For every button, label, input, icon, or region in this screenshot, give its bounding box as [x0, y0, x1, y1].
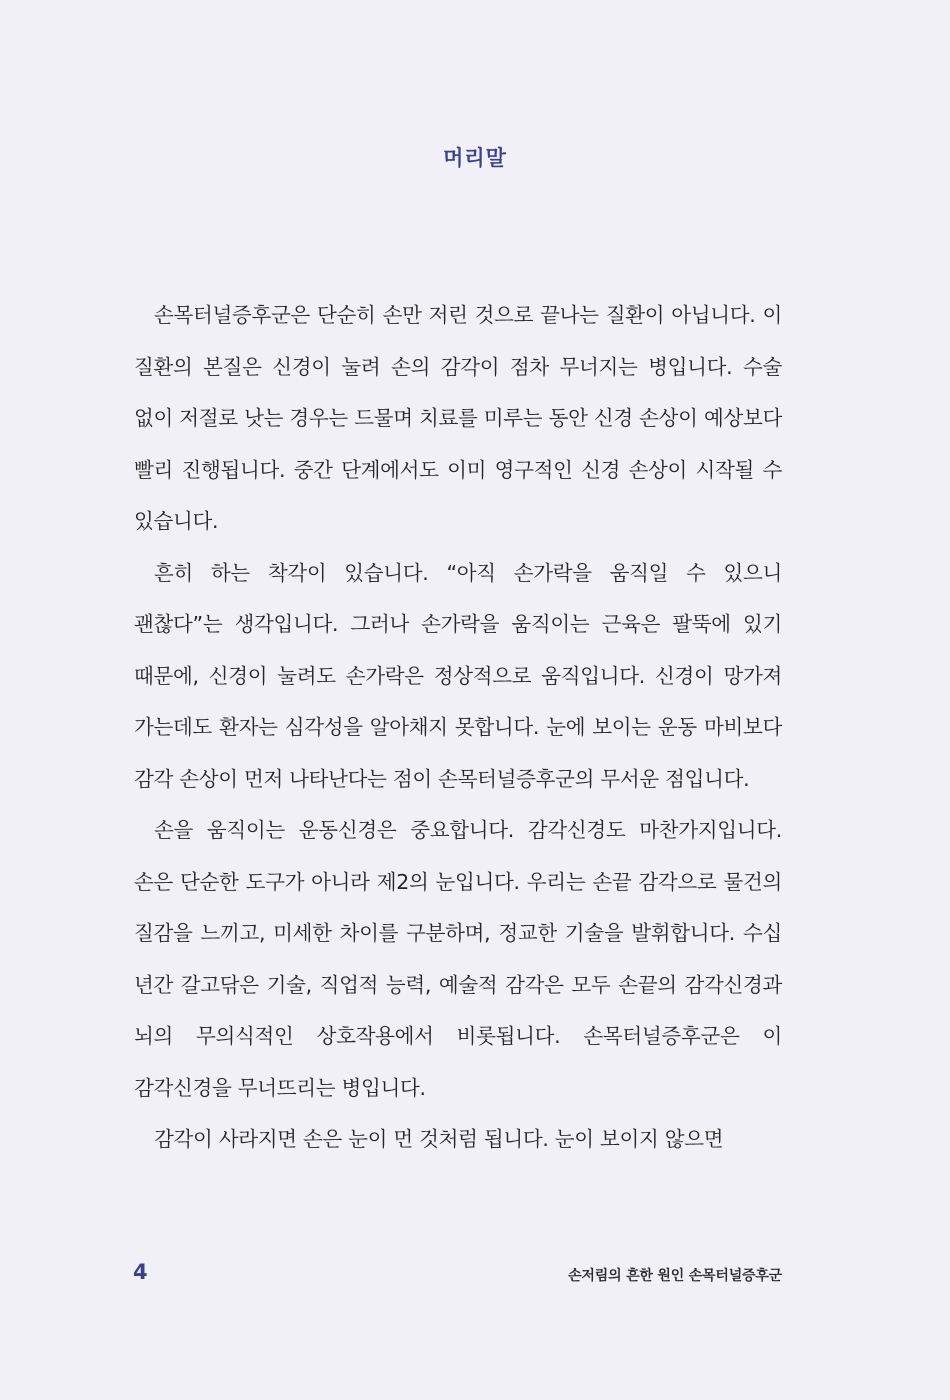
page-number: 4	[133, 1260, 148, 1284]
paragraph: 흔히 하는 착각이 있습니다. “아직 손가락을 움직일 수 있으니 괜찮다”는 생각입니다. 그러나 손가락을 움직이는 근육은 팔뚝에 있기 때문에, 신경이 눌려도 손가락은 정상적으로 움직입니다. 신경이 망가져 가는데도 환자는 심각성을 알아채지 못합니다. 눈에 보이는 운동 마비보다 감각 손상이 먼저 나타난다는 점이 손목터널증후군의 무서운 점입니다.	[134, 560, 782, 791]
running-title: 손저림의 흔한 원인 손목터널증후군	[568, 1268, 782, 1284]
paragraph: 감각이 사라지면 손은 눈이 먼 것처럼 됩니다. 눈이 보이지 않으면	[154, 1127, 724, 1151]
chapter-heading: 머리말	[443, 146, 507, 170]
paragraph: 손을 움직이는 운동신경은 중요합니다. 감각신경도 마찬가지입니다. 손은 단순한 도구가 아니라 제2의 눈입니다. 우리는 손끝 감각으로 물건의 질감을 느끼고, 미세한 차이를 구분하며, 정교한 기술을 발휘합니다. 수십 년간 갈고닦은 기술, 직업적 능력, 예술적 감각은 모두 손끝의 감각신경과 뇌의 무의식적인 상호작용에서 비롯됩니다. 손목터널증후군은 이 감각신경을 무너뜨리는 병입니다.	[134, 818, 782, 1100]
body-text	[134, 290, 782, 1166]
paragraph: 손목터널증후군은 단순히 손만 저린 것으로 끝나는 질환이 아닙니다. 이 질환의 본질은 신경이 눌려 손의 감각이 점차 무너지는 병입니다. 수술 없이 저절로 낫는 경우는 드물며 치료를 미루는 동안 신경 손상이 예상보다 빨리 진행됩니다. 중간 단계에서도 이미 영구적인 신경 손상이 시작될 수 있습니다.	[134, 303, 782, 533]
